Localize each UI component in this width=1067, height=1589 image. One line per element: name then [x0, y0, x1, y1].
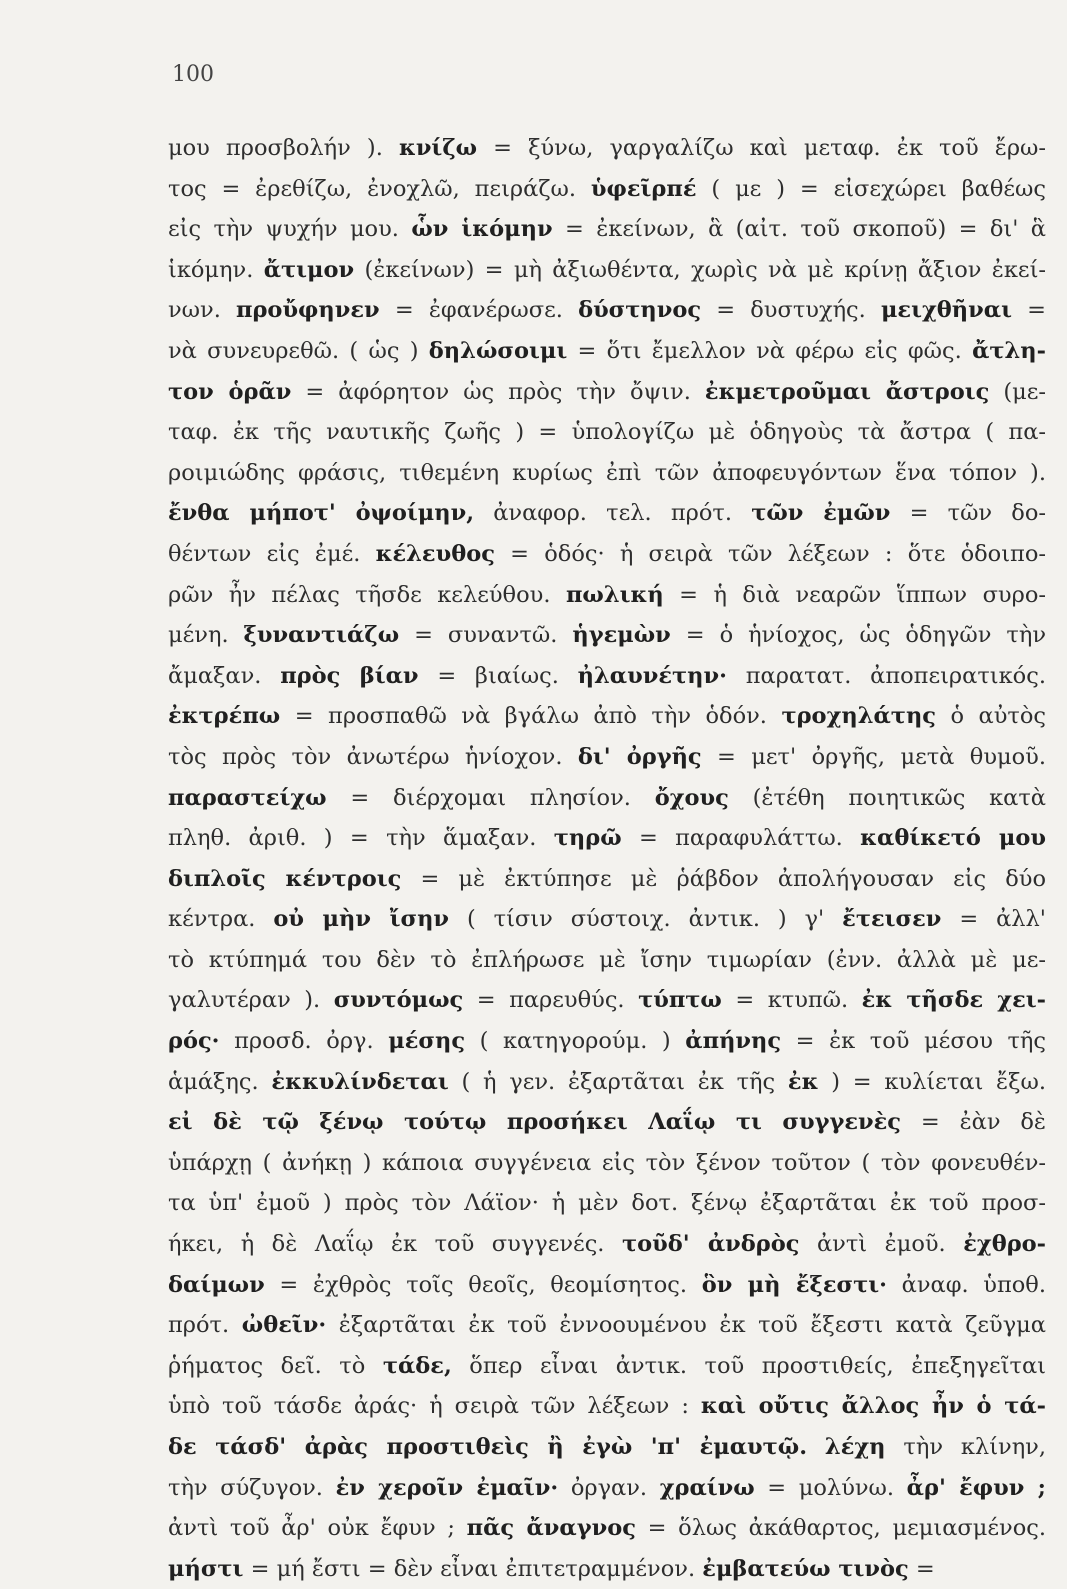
headword: τάδε,	[382, 1352, 452, 1379]
headword: δι' ὀργῆς	[577, 743, 702, 770]
gloss-text: ὀργαν.	[558, 1474, 660, 1501]
body-text	[168, 128, 1046, 1589]
text-line	[168, 1224, 1046, 1265]
text-line	[168, 575, 1046, 616]
text-line	[168, 290, 1046, 331]
text-line	[168, 372, 1046, 413]
text-line	[168, 1021, 1046, 1062]
gloss-text: = παραφυλάττω.	[621, 825, 861, 852]
text-line	[168, 1386, 1046, 1427]
headword: ἐκμετροῦμαι ἄστροις	[704, 378, 990, 405]
gloss-text: ὁ αὐτὸς	[936, 703, 1046, 730]
headword: ἐκ	[787, 1068, 819, 1095]
headword: καὶ οὔτις ἄλλος ἦν ὁ τά-	[700, 1393, 1046, 1420]
gloss-text: = μὲ ἐκτύπησε μὲ ῥάβδον ἀπολήγουσαν εἰς δύο	[401, 865, 1046, 892]
gloss-text: ἀντὶ τοῦ ἆρ' οὐκ ἔφυν ;	[168, 1515, 467, 1542]
gloss-text: ἐξαρτᾶται ἐκ τοῦ ἐννοουμένου ἐκ τοῦ ἔξεστι κατὰ ζεῦγμα	[326, 1312, 1046, 1339]
gloss-text: (με-	[989, 378, 1046, 405]
gloss-text: =	[908, 1555, 935, 1582]
headword: ἔνθα μήποτ' ὀψοίμην,	[168, 500, 475, 527]
gloss-text: ρῶν ἦν πέλας τῆσδε κελεύθου.	[168, 581, 566, 608]
headword: ὠθεῖν·	[241, 1312, 327, 1339]
headword: λέχη	[824, 1434, 886, 1460]
text-line	[168, 859, 1046, 900]
gloss-text: = ἐὰν δὲ	[901, 1109, 1046, 1136]
headword: μειχθῆναι	[880, 297, 1012, 324]
gloss-text: = ὅτι ἔμελλον νὰ φέρω εἰς φῶς.	[567, 337, 973, 364]
headword: ἡγεμὼν	[572, 622, 671, 649]
text-line	[168, 656, 1046, 697]
gloss-text: ὅπερ εἶναι ἀντικ. τοῦ προστιθείς, ἐπεξηγεῖται	[451, 1352, 1046, 1379]
headword: δηλώσοιμι	[428, 337, 568, 364]
gloss-text: μου προσβολήν ).	[168, 135, 399, 161]
gloss-text: = ἐχθρὸς τοῖς θεοῖς, θεομίσητος.	[264, 1271, 702, 1298]
gloss-text: = ἡ διὰ νεαρῶν ἵππων συρο-	[663, 581, 1046, 608]
headword: καθίκετό μου	[860, 825, 1046, 852]
gloss-text: = παρευθύς.	[463, 987, 639, 1014]
gloss-text: = ἀλλ'	[941, 906, 1046, 933]
text-line	[168, 899, 1046, 940]
gloss-text: ( ἡ γεν. ἐξαρτᾶται ἐκ τῆς	[448, 1068, 788, 1095]
text-line	[168, 818, 1046, 859]
page-number: 100	[172, 62, 214, 87]
gloss-text: = ὁ ἡνίοχος, ὡς ὁδηγῶν τὴν	[670, 622, 1046, 649]
gloss-text: (ἐκείνων) = μὴ ἀξιωθέντα, χωρὶς νὰ μὲ κρίνῃ ἄξιον ἐκεί-	[354, 256, 1046, 283]
gloss-text: ( με ) = εἰσεχώρει βαθέως	[696, 175, 1046, 202]
gloss-text: γαλυτέραν ).	[168, 987, 334, 1014]
gloss-text: = μή ἔστι = δὲν εἶναι ἐπιτετραμμένον.	[243, 1555, 703, 1582]
headword: τῶν ἐμῶν	[751, 500, 891, 527]
headword: ρός·	[168, 1028, 220, 1055]
text-line	[168, 169, 1046, 210]
headword: δύστηνος	[578, 297, 702, 324]
text-line	[168, 331, 1046, 372]
text-line	[168, 493, 1046, 534]
gloss-text: ἱκόμην.	[168, 256, 264, 283]
text-line	[168, 534, 1046, 575]
headword: διπλοῖς κέντροις	[168, 865, 402, 892]
gloss-text: = τῶν δο-	[890, 500, 1046, 527]
gloss-text: τὸς πρὸς τὸν ἀνωτέρω ἡνίοχον.	[168, 743, 578, 770]
headword: ὃν μὴ ἔξεστι·	[701, 1271, 887, 1298]
gloss-text: = ἐκείνων, ἃ (αἰτ. τοῦ σκοποῦ) = δι' ἃ	[552, 216, 1046, 243]
gloss-text: ῥήματος δεῖ. τὸ	[168, 1352, 383, 1379]
gloss-text: ἀντὶ ἐμοῦ.	[799, 1231, 964, 1258]
headword: τηρῶ	[553, 825, 622, 852]
gloss-text: = δυστυχής.	[701, 297, 881, 324]
headword: ὑφεῖρπέ	[590, 175, 697, 202]
headword: ἄτλη-	[972, 337, 1046, 364]
gloss-text: = ὁδός· ἡ σειρὰ τῶν λέξεων : ὅτε ὁδοιπο-	[494, 540, 1046, 567]
gloss-text: ) = κυλίεται ἔξω.	[818, 1068, 1046, 1095]
headword: ξυναντιάζω	[243, 622, 400, 649]
headword: ἐν χεροῖν ἐμαῖν·	[335, 1474, 559, 1501]
headword: ἐκκυλίνδεται	[271, 1068, 449, 1095]
gloss-text: παρατατ. ἀποπειρατικός.	[726, 662, 1046, 689]
gloss-text: = ἀφόρητον ὡς πρὸς τὴν ὄψιν.	[291, 378, 705, 405]
gloss-text: ἁμάξης.	[168, 1068, 272, 1095]
gloss-text: ταφ. ἐκ τῆς ναυτικῆς ζωῆς ) = ὑπολογίζω μὲ ὁδηγοὺς τὰ ἄστρα ( πα-	[168, 419, 1046, 446]
gloss-text: = ἐφανέρωσε.	[379, 297, 579, 324]
gloss-text: = διέρχομαι πλησίον.	[326, 784, 655, 811]
text-line	[168, 1183, 1046, 1224]
headword: ἐκ τῆσδε χει-	[861, 987, 1046, 1014]
text-line	[168, 940, 1046, 981]
gloss-text: ὑπὸ τοῦ τάσδε ἀράς· ἡ σειρὰ τῶν λέξεων :	[168, 1393, 701, 1420]
text-line	[168, 128, 1046, 169]
headword: τοῦδ' ἀνδρὸς	[621, 1231, 800, 1258]
headword: πωλική	[565, 581, 664, 608]
gloss-text: ἀναφορ. τελ. πρότ.	[474, 500, 752, 527]
headword: ἆρ' ἔφυν ;	[906, 1474, 1046, 1501]
gloss-text: = ἐκ τοῦ μέσου τῆς	[781, 1028, 1046, 1055]
gloss-text: μένη.	[168, 622, 244, 649]
gloss-text: πληθ. ἀριθ. ) = τὴν ἅμαξαν.	[168, 825, 554, 852]
text-line	[168, 1143, 1046, 1184]
gloss-text: ἄμαξαν.	[168, 662, 281, 689]
headword: μήστι	[168, 1555, 244, 1582]
headword: παραστείχω	[168, 784, 327, 811]
gloss-text: = προσπαθῶ νὰ βγάλω ἀπὸ τὴν ὁδόν.	[280, 703, 782, 730]
gloss-text: = ὅλως ἀκάθαρτος, μεμιασμένος.	[635, 1515, 1046, 1542]
headword: ἠλαυνέτην·	[577, 662, 727, 689]
headword: μέσης	[388, 1028, 466, 1055]
text-line	[168, 1305, 1046, 1346]
headword: ὧν ἱκόμην	[411, 216, 553, 243]
gloss-text: τα ὑπ' ἐμοῦ ) πρὸς τὸν Λάϊον· ἡ μὲν δοτ. ξένῳ ἐξαρτᾶται ἐκ τοῦ προσ-	[168, 1190, 1046, 1217]
text-line	[168, 1062, 1046, 1103]
headword: τύπτω	[638, 987, 722, 1014]
text-line	[168, 615, 1046, 656]
text-line	[168, 209, 1046, 250]
headword: εἰ δὲ τῷ ξένῳ τούτῳ προσήκει Λαΐῳ τι συγγενὲς	[168, 1109, 901, 1136]
text-line	[168, 696, 1046, 737]
text-line	[168, 1427, 1046, 1468]
gloss-text: = μολύνω.	[754, 1474, 907, 1501]
text-line	[168, 1508, 1046, 1549]
gloss-text: τος = ἐρεθίζω, ἐνοχλῶ, πειράζω.	[168, 175, 591, 202]
headword: τροχηλάτης	[781, 703, 937, 730]
gloss-text: =	[1011, 297, 1046, 324]
gloss-text: ὑπάρχῃ ( ἀνήκῃ ) κάποια συγγένεια εἰς τὸν ξένον τοῦτον ( τὸν φονευθέν-	[168, 1149, 1046, 1176]
text-line	[168, 737, 1046, 778]
gloss-text: νὰ συνευρεθῶ. ( ὡς )	[168, 337, 429, 364]
gloss-text: = ξύνω, γαργαλίζω καὶ μεταφ. ἐκ τοῦ ἔρω-	[477, 135, 1046, 161]
text-line	[168, 250, 1046, 291]
gloss-text: τὴν σύζυγον.	[168, 1474, 336, 1501]
gloss-text: ( κατηγορούμ. )	[465, 1028, 686, 1055]
gloss-text: ἀναφ. ὑποθ.	[886, 1271, 1046, 1298]
gloss-text: προσδ. ὀργ.	[219, 1028, 389, 1055]
text-line	[168, 412, 1046, 453]
gloss-text: εἰς τὴν ψυχήν μου.	[168, 216, 412, 243]
gloss-text: κέντρα.	[168, 906, 274, 933]
headword: ἀπήνης	[685, 1028, 782, 1055]
gloss-text: (ἐτέθη ποιητικῶς κατὰ	[728, 784, 1046, 811]
text-line	[168, 1549, 1046, 1589]
gloss-text: πρότ.	[168, 1312, 242, 1339]
headword: συντόμως	[333, 987, 464, 1014]
gloss-text: νων.	[168, 297, 236, 324]
headword: ἐχθρο-	[963, 1231, 1046, 1258]
gloss-text: ροιμιώδης φράσις, τιθεμένη κυρίως ἐπὶ τῶν ἀποφευγόντων ἕνα τόπον ).	[168, 459, 1046, 486]
text-line	[168, 1468, 1046, 1509]
gloss-text	[807, 1434, 825, 1460]
gloss-text: = συναντῶ.	[399, 622, 573, 649]
headword: χραίνω	[659, 1474, 755, 1501]
headword: οὐ μὴν ἴσην	[273, 906, 450, 933]
gloss-text: τὴν κλίνην,	[885, 1434, 1046, 1460]
headword: ἐμβατεύω τινὸς	[702, 1555, 909, 1582]
gloss-text: θέντων εἰς ἐμέ.	[168, 540, 376, 567]
headword: ἐκτρέπω	[168, 703, 281, 730]
headword: ὄχους	[654, 784, 729, 811]
headword: πᾶς ἄναγνος	[466, 1515, 636, 1542]
gloss-text: = βιαίως.	[418, 662, 578, 689]
headword: κέλευθος	[375, 540, 495, 567]
text-line	[168, 1102, 1046, 1143]
text-line	[168, 1265, 1046, 1306]
gloss-text: ( τίσιν σύστοιχ. ἀντικ. ) γ'	[449, 906, 843, 933]
text-line	[168, 980, 1046, 1021]
headword: προὔφηνεν	[236, 297, 380, 324]
text-line	[168, 1346, 1046, 1387]
gloss-text: = κτυπῶ.	[721, 987, 862, 1014]
headword: δαίμων	[168, 1271, 265, 1298]
text-line	[168, 453, 1046, 494]
headword: κνίζω	[398, 135, 478, 161]
headword: τον ὁρᾶν	[168, 378, 292, 405]
gloss-text: τὸ κτύπημά του δὲν τὸ ἐπλήρωσε μὲ ἴσην τιμωρίαν (ἐνν. ἀλλὰ μὲ με-	[168, 946, 1046, 973]
text-line	[168, 778, 1046, 819]
headword: ἄτιμον	[263, 256, 355, 283]
headword: δε τάσδ' ἀρὰς προστιθεὶς ἢ ἐγὼ 'π' ἐμαυτῷ.	[168, 1434, 808, 1460]
gloss-text: = μετ' ὀργῆς, μετὰ θυμοῦ.	[701, 743, 1046, 770]
gloss-text: ήκει, ἡ δὲ Λαΐῳ ἐκ τοῦ συγγενές.	[168, 1231, 622, 1258]
headword: πρὸς βίαν	[280, 662, 419, 689]
headword: ἔτεισεν	[842, 906, 942, 933]
